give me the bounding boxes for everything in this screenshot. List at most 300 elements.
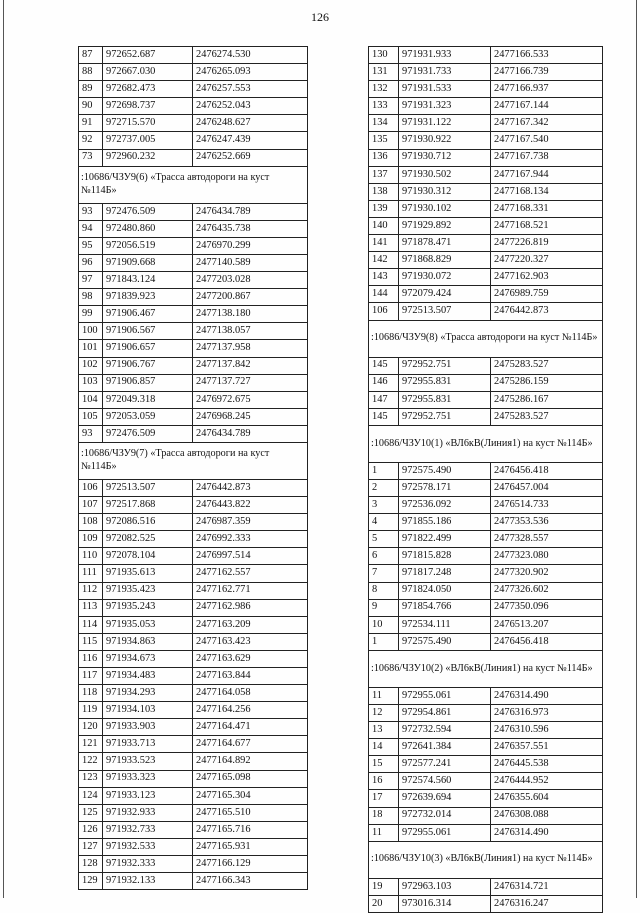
y-coordinate-cell: 2477164.677 <box>193 736 308 753</box>
y-coordinate-cell: 2477137.727 <box>193 374 308 391</box>
y-coordinate-cell: 2477166.739 <box>491 64 603 81</box>
y-coordinate-cell: 2476972.675 <box>193 391 308 408</box>
point-number-cell: 93 <box>79 425 103 442</box>
table-row <box>79 115 308 132</box>
point-number-cell: 112 <box>79 582 103 599</box>
y-coordinate-cell: 2476987.359 <box>193 514 308 531</box>
x-coordinate-cell: 971929.892 <box>399 217 491 234</box>
table-row <box>79 582 308 599</box>
table-row <box>369 166 603 183</box>
section-header-cell: :10686/ЧЗУ10(1) «ВЛ6кВ(Линия1) на куст №114Б» <box>369 425 603 462</box>
point-number-cell: 145 <box>369 408 399 425</box>
y-coordinate-cell: 2476314.721 <box>491 878 603 895</box>
x-coordinate-cell: 971906.467 <box>103 306 193 323</box>
x-coordinate-cell: 971935.243 <box>103 599 193 616</box>
y-coordinate-cell: 2477164.256 <box>193 702 308 719</box>
section-header-cell: :10686/ЧЗУ10(3) «ВЛ6кВ(Линия1) на куст №114Б» <box>369 841 603 878</box>
y-coordinate-cell: 2476316.247 <box>491 895 603 912</box>
x-coordinate-cell: 971878.471 <box>399 235 491 252</box>
table-row <box>79 237 308 254</box>
point-number-cell: 10 <box>369 616 399 633</box>
x-coordinate-cell: 971933.523 <box>103 753 193 770</box>
point-number-cell: 73 <box>79 149 103 166</box>
y-coordinate-cell: 2477163.629 <box>193 650 308 667</box>
x-coordinate-cell: 972641.384 <box>399 739 491 756</box>
x-coordinate-cell: 972082.525 <box>103 531 193 548</box>
y-coordinate-cell: 2477164.058 <box>193 685 308 702</box>
point-number-cell: 92 <box>79 132 103 149</box>
x-coordinate-cell: 971909.668 <box>103 254 193 271</box>
x-coordinate-cell: 971868.829 <box>399 252 491 269</box>
y-coordinate-cell: 2476992.333 <box>193 531 308 548</box>
point-number-cell: 1 <box>369 462 399 479</box>
y-coordinate-cell: 2476443.822 <box>193 497 308 514</box>
x-coordinate-cell: 972960.232 <box>103 149 193 166</box>
table-row <box>79 81 308 98</box>
y-coordinate-cell: 2477162.771 <box>193 582 308 599</box>
y-coordinate-cell: 2476314.490 <box>491 687 603 704</box>
point-number-cell: 134 <box>369 115 399 132</box>
point-number-cell: 7 <box>369 565 399 582</box>
x-coordinate-cell: 972513.507 <box>399 303 491 320</box>
point-number-cell: 91 <box>79 115 103 132</box>
y-coordinate-cell: 2476514.733 <box>491 497 603 514</box>
y-coordinate-cell: 2477137.842 <box>193 357 308 374</box>
point-number-cell: 138 <box>369 183 399 200</box>
section-header-row <box>369 841 603 878</box>
y-coordinate-cell: 2476248.627 <box>193 115 308 132</box>
y-coordinate-cell: 2476442.873 <box>491 303 603 320</box>
x-coordinate-cell: 972955.061 <box>399 824 491 841</box>
point-number-cell: 8 <box>369 582 399 599</box>
y-coordinate-cell: 2476247.439 <box>193 132 308 149</box>
x-coordinate-cell: 972955.831 <box>399 374 491 391</box>
table-row <box>79 132 308 149</box>
table-row <box>369 599 603 616</box>
section-header-cell: :10686/ЧЗУ10(2) «ВЛ6кВ(Линия1) на куст №114Б» <box>369 650 603 687</box>
x-coordinate-cell: 971906.657 <box>103 340 193 357</box>
y-coordinate-cell: 2477164.892 <box>193 753 308 770</box>
table-row <box>79 149 308 166</box>
x-coordinate-cell: 971843.124 <box>103 272 193 289</box>
point-number-cell: 146 <box>369 374 399 391</box>
table-row <box>369 582 603 599</box>
point-number-cell: 101 <box>79 340 103 357</box>
y-coordinate-cell: 2476456.418 <box>491 633 603 650</box>
x-coordinate-cell: 971932.733 <box>103 821 193 838</box>
point-number-cell: 95 <box>79 237 103 254</box>
table-row <box>369 235 603 252</box>
y-coordinate-cell: 2477166.533 <box>491 47 603 64</box>
x-coordinate-cell: 971855.186 <box>399 514 491 531</box>
x-coordinate-cell: 971932.933 <box>103 804 193 821</box>
x-coordinate-cell: 972513.507 <box>103 479 193 496</box>
table-row <box>369 565 603 582</box>
table-row <box>79 753 308 770</box>
x-coordinate-cell: 971934.103 <box>103 702 193 719</box>
x-coordinate-cell: 971822.499 <box>399 531 491 548</box>
y-coordinate-cell: 2477165.931 <box>193 838 308 855</box>
point-number-cell: 87 <box>79 47 103 64</box>
y-coordinate-cell: 2476257.553 <box>193 81 308 98</box>
table-row <box>369 722 603 739</box>
y-coordinate-cell: 2477200.867 <box>193 289 308 306</box>
table-row <box>79 272 308 289</box>
coordinates-table-left <box>78 46 308 890</box>
y-coordinate-cell: 2477220.327 <box>491 252 603 269</box>
table-row <box>369 47 603 64</box>
y-coordinate-cell: 2476252.669 <box>193 149 308 166</box>
point-number-cell: 88 <box>79 64 103 81</box>
y-coordinate-cell: 2476513.207 <box>491 616 603 633</box>
x-coordinate-cell: 971933.713 <box>103 736 193 753</box>
table-row <box>369 616 603 633</box>
point-number-cell: 13 <box>369 722 399 739</box>
section-header-cell: :10686/ЧЗУ9(7) «Трасса автодороги на куст №114Б» <box>79 442 308 479</box>
point-number-cell: 117 <box>79 668 103 685</box>
x-coordinate-cell: 971931.533 <box>399 81 491 98</box>
table-row <box>369 462 603 479</box>
section-header-row <box>79 166 308 203</box>
x-coordinate-cell: 971930.102 <box>399 200 491 217</box>
x-coordinate-cell: 971933.123 <box>103 787 193 804</box>
x-coordinate-cell: 971930.502 <box>399 166 491 183</box>
table-row <box>369 132 603 149</box>
point-number-cell: 126 <box>79 821 103 838</box>
table-row <box>79 804 308 821</box>
x-coordinate-cell: 972698.737 <box>103 98 193 115</box>
x-coordinate-cell: 971935.053 <box>103 616 193 633</box>
table-row <box>79 668 308 685</box>
x-coordinate-cell: 972534.111 <box>399 616 491 633</box>
table-row <box>369 878 603 895</box>
table-row <box>79 599 308 616</box>
x-coordinate-cell: 972737.005 <box>103 132 193 149</box>
point-number-cell: 124 <box>79 787 103 804</box>
point-number-cell: 113 <box>79 599 103 616</box>
x-coordinate-cell: 971930.922 <box>399 132 491 149</box>
table-row <box>79 98 308 115</box>
table-row <box>369 391 603 408</box>
y-coordinate-cell: 2476434.789 <box>193 425 308 442</box>
y-coordinate-cell: 2476435.738 <box>193 220 308 237</box>
x-coordinate-cell: 971935.613 <box>103 565 193 582</box>
x-coordinate-cell: 972732.014 <box>399 807 491 824</box>
x-coordinate-cell: 972732.594 <box>399 722 491 739</box>
section-header-row <box>79 442 308 479</box>
x-coordinate-cell: 971930.312 <box>399 183 491 200</box>
x-coordinate-cell: 971932.533 <box>103 838 193 855</box>
x-coordinate-cell: 972575.490 <box>399 633 491 650</box>
y-coordinate-cell: 2475283.527 <box>491 357 603 374</box>
y-coordinate-cell: 2477167.342 <box>491 115 603 132</box>
point-number-cell: 12 <box>369 705 399 722</box>
x-coordinate-cell: 971930.072 <box>399 269 491 286</box>
x-coordinate-cell: 971815.828 <box>399 548 491 565</box>
point-number-cell: 19 <box>369 878 399 895</box>
y-coordinate-cell: 2477163.423 <box>193 633 308 650</box>
y-coordinate-cell: 2477168.134 <box>491 183 603 200</box>
point-number-cell: 128 <box>79 856 103 873</box>
table-row <box>79 497 308 514</box>
point-number-cell: 11 <box>369 687 399 704</box>
y-coordinate-cell: 2477165.510 <box>193 804 308 821</box>
table-row <box>369 773 603 790</box>
x-coordinate-cell: 971854.766 <box>399 599 491 616</box>
section-header-row <box>369 320 603 357</box>
x-coordinate-cell: 971934.293 <box>103 685 193 702</box>
point-number-cell: 143 <box>369 269 399 286</box>
y-coordinate-cell: 2477167.738 <box>491 149 603 166</box>
y-coordinate-cell: 2477167.540 <box>491 132 603 149</box>
y-coordinate-cell: 2477164.471 <box>193 719 308 736</box>
y-coordinate-cell: 2477320.902 <box>491 565 603 582</box>
y-coordinate-cell: 2477326.602 <box>491 582 603 599</box>
y-coordinate-cell: 2477167.144 <box>491 98 603 115</box>
table-row <box>79 821 308 838</box>
table-row <box>79 425 308 442</box>
table-row <box>79 220 308 237</box>
table-row <box>79 203 308 220</box>
table-row <box>369 807 603 824</box>
point-number-cell: 4 <box>369 514 399 531</box>
y-coordinate-cell: 2476310.596 <box>491 722 603 739</box>
point-number-cell: 129 <box>79 873 103 890</box>
point-number-cell: 135 <box>369 132 399 149</box>
point-number-cell: 5 <box>369 531 399 548</box>
x-coordinate-cell: 972049.318 <box>103 391 193 408</box>
table-row <box>79 64 308 81</box>
page-number: 126 <box>311 10 329 24</box>
table-row <box>79 685 308 702</box>
point-number-cell: 111 <box>79 565 103 582</box>
x-coordinate-cell: 971934.863 <box>103 633 193 650</box>
y-coordinate-cell: 2477226.819 <box>491 235 603 252</box>
y-coordinate-cell: 2477353.536 <box>491 514 603 531</box>
table-row <box>369 252 603 269</box>
x-coordinate-cell: 972053.059 <box>103 408 193 425</box>
y-coordinate-cell: 2477168.331 <box>491 200 603 217</box>
y-coordinate-cell: 2477167.944 <box>491 166 603 183</box>
table-row <box>369 479 603 496</box>
x-coordinate-cell: 971817.248 <box>399 565 491 582</box>
y-coordinate-cell: 2477168.521 <box>491 217 603 234</box>
point-number-cell: 2 <box>369 479 399 496</box>
point-number-cell: 122 <box>79 753 103 770</box>
point-number-cell: 93 <box>79 203 103 220</box>
x-coordinate-cell: 971935.423 <box>103 582 193 599</box>
table-row <box>79 340 308 357</box>
point-number-cell: 14 <box>369 739 399 756</box>
y-coordinate-cell: 2477163.209 <box>193 616 308 633</box>
point-number-cell: 90 <box>79 98 103 115</box>
point-number-cell: 108 <box>79 514 103 531</box>
table-row <box>369 497 603 514</box>
table-row <box>79 391 308 408</box>
x-coordinate-cell: 972079.424 <box>399 286 491 303</box>
table-row <box>79 374 308 391</box>
y-coordinate-cell: 2476456.418 <box>491 462 603 479</box>
table-row <box>79 736 308 753</box>
y-coordinate-cell: 2476252.043 <box>193 98 308 115</box>
y-coordinate-cell: 2476265.093 <box>193 64 308 81</box>
point-number-cell: 132 <box>369 81 399 98</box>
section-header-row <box>369 650 603 687</box>
point-number-cell: 20 <box>369 895 399 912</box>
x-coordinate-cell: 971934.483 <box>103 668 193 685</box>
table-row <box>79 633 308 650</box>
point-number-cell: 18 <box>369 807 399 824</box>
table-row <box>369 633 603 650</box>
table-row <box>369 687 603 704</box>
table-row <box>79 47 308 64</box>
table-row <box>369 286 603 303</box>
table-row <box>79 719 308 736</box>
point-number-cell: 136 <box>369 149 399 166</box>
point-number-cell: 144 <box>369 286 399 303</box>
section-header-row <box>369 425 603 462</box>
y-coordinate-cell: 2477137.958 <box>193 340 308 357</box>
x-coordinate-cell: 971931.933 <box>399 47 491 64</box>
x-coordinate-cell: 972955.061 <box>399 687 491 704</box>
point-number-cell: 118 <box>79 685 103 702</box>
y-coordinate-cell: 2476457.004 <box>491 479 603 496</box>
point-number-cell: 103 <box>79 374 103 391</box>
x-coordinate-cell: 972954.861 <box>399 705 491 722</box>
point-number-cell: 131 <box>369 64 399 81</box>
point-number-cell: 1 <box>369 633 399 650</box>
x-coordinate-cell: 972963.103 <box>399 878 491 895</box>
table-row <box>79 565 308 582</box>
table-row <box>79 408 308 425</box>
section-header-cell: :10686/ЧЗУ9(6) «Трасса автодороги на куст №114Б» <box>79 166 308 203</box>
table-row <box>369 269 603 286</box>
y-coordinate-cell: 2475286.159 <box>491 374 603 391</box>
point-number-cell: 16 <box>369 773 399 790</box>
y-coordinate-cell: 2477350.096 <box>491 599 603 616</box>
table-row <box>369 705 603 722</box>
x-coordinate-cell: 971932.133 <box>103 873 193 890</box>
point-number-cell: 145 <box>369 357 399 374</box>
table-row <box>369 824 603 841</box>
y-coordinate-cell: 2476968.245 <box>193 408 308 425</box>
table-row <box>369 200 603 217</box>
table-row <box>369 374 603 391</box>
y-coordinate-cell: 2477166.129 <box>193 856 308 873</box>
x-coordinate-cell: 971933.323 <box>103 770 193 787</box>
point-number-cell: 130 <box>369 47 399 64</box>
x-coordinate-cell: 972476.509 <box>103 203 193 220</box>
x-coordinate-cell: 971932.333 <box>103 856 193 873</box>
table-row <box>369 81 603 98</box>
x-coordinate-cell: 972639.694 <box>399 790 491 807</box>
point-number-cell: 106 <box>79 479 103 496</box>
table-row <box>79 873 308 890</box>
x-coordinate-cell: 972056.519 <box>103 237 193 254</box>
x-coordinate-cell: 971906.767 <box>103 357 193 374</box>
x-coordinate-cell: 972536.092 <box>399 497 491 514</box>
point-number-cell: 97 <box>79 272 103 289</box>
x-coordinate-cell: 972574.560 <box>399 773 491 790</box>
y-coordinate-cell: 2477162.986 <box>193 599 308 616</box>
point-number-cell: 6 <box>369 548 399 565</box>
y-coordinate-cell: 2476997.514 <box>193 548 308 565</box>
x-coordinate-cell: 971934.673 <box>103 650 193 667</box>
point-number-cell: 123 <box>79 770 103 787</box>
y-coordinate-cell: 2476314.490 <box>491 824 603 841</box>
y-coordinate-cell: 2477165.098 <box>193 770 308 787</box>
point-number-cell: 94 <box>79 220 103 237</box>
point-number-cell: 11 <box>369 824 399 841</box>
point-number-cell: 110 <box>79 548 103 565</box>
table-row <box>369 514 603 531</box>
y-coordinate-cell: 2476444.952 <box>491 773 603 790</box>
table-row <box>369 115 603 132</box>
point-number-cell: 9 <box>369 599 399 616</box>
x-coordinate-cell: 972480.860 <box>103 220 193 237</box>
point-number-cell: 115 <box>79 633 103 650</box>
point-number-cell: 139 <box>369 200 399 217</box>
table-row <box>79 357 308 374</box>
point-number-cell: 105 <box>79 408 103 425</box>
y-coordinate-cell: 2476316.973 <box>491 705 603 722</box>
x-coordinate-cell: 972575.490 <box>399 462 491 479</box>
table-row <box>369 790 603 807</box>
y-coordinate-cell: 2477162.557 <box>193 565 308 582</box>
x-coordinate-cell: 971824.050 <box>399 582 491 599</box>
y-coordinate-cell: 2476274.530 <box>193 47 308 64</box>
point-number-cell: 125 <box>79 804 103 821</box>
y-coordinate-cell: 2477165.304 <box>193 787 308 804</box>
x-coordinate-cell: 971839.923 <box>103 289 193 306</box>
x-coordinate-cell: 973016.314 <box>399 895 491 912</box>
table-row <box>79 856 308 873</box>
table-row <box>369 217 603 234</box>
table-row <box>79 650 308 667</box>
point-number-cell: 17 <box>369 790 399 807</box>
table-row <box>79 323 308 340</box>
y-coordinate-cell: 2477165.716 <box>193 821 308 838</box>
y-coordinate-cell: 2477163.844 <box>193 668 308 685</box>
point-number-cell: 142 <box>369 252 399 269</box>
y-coordinate-cell: 2477138.057 <box>193 323 308 340</box>
x-coordinate-cell: 971931.733 <box>399 64 491 81</box>
point-number-cell: 96 <box>79 254 103 271</box>
table-row <box>79 289 308 306</box>
point-number-cell: 102 <box>79 357 103 374</box>
y-coordinate-cell: 2477138.180 <box>193 306 308 323</box>
x-coordinate-cell: 972955.831 <box>399 391 491 408</box>
table-row <box>79 254 308 271</box>
y-coordinate-cell: 2477166.937 <box>491 81 603 98</box>
point-number-cell: 109 <box>79 531 103 548</box>
y-coordinate-cell: 2477323.080 <box>491 548 603 565</box>
scan-edge-right <box>636 0 637 898</box>
x-coordinate-cell: 972577.241 <box>399 756 491 773</box>
table-row <box>369 408 603 425</box>
x-coordinate-cell: 971933.903 <box>103 719 193 736</box>
point-number-cell: 121 <box>79 736 103 753</box>
table-row <box>369 183 603 200</box>
point-number-cell: 140 <box>369 217 399 234</box>
table-row <box>79 514 308 531</box>
table-row <box>79 531 308 548</box>
point-number-cell: 120 <box>79 719 103 736</box>
y-coordinate-cell: 2475286.167 <box>491 391 603 408</box>
x-coordinate-cell: 972682.473 <box>103 81 193 98</box>
table-row <box>79 306 308 323</box>
point-number-cell: 119 <box>79 702 103 719</box>
